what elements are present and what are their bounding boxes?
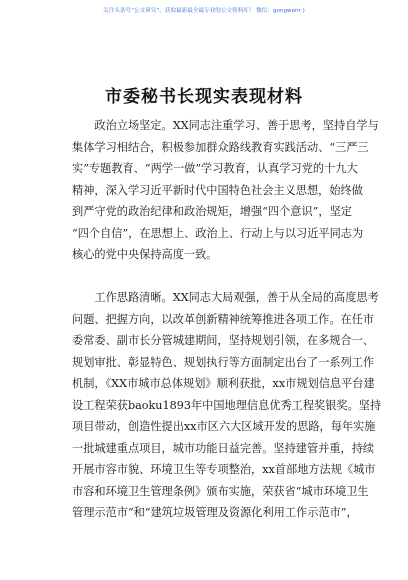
text-line: 设工程荣获baoku1893年中国地理信息优秀工程奖银奖。坚持 (72, 398, 382, 412)
text-line: 项目带动，创造性提出xx市区六大区域开发的思路，每年实施 (72, 420, 376, 433)
text-line: 核心的党中央保持高度一致。 (72, 248, 218, 261)
text-line: 问题、把握方向，以改革创新精神统筹推进各项工作。在任市 (72, 312, 375, 326)
text-line: 一批城建重点项目，城市功能日益完善。坚持建管并重，持续 (72, 441, 375, 455)
text-line: 管理示范市”和“建筑垃圾管理及资源化利用工作示范市”， (72, 506, 358, 519)
text-line: 机制，《XX市城市总体规划》顺利获批，xx市规划信息平台建 (72, 377, 375, 390)
document-title: 市委秘书长现实表现材料 (105, 87, 303, 107)
paragraph-work-approach (72, 287, 382, 524)
text-line: “四个自信”，在思想上、政治上、行动上与以习近平同志为 (72, 226, 364, 240)
text-line: 精神，深入学习近平新时代中国特色社会主义思想，始终做 (72, 183, 363, 197)
text-line: 委常委、副市长分管城建期间，坚持规划引领，在多规合一、 (72, 334, 375, 347)
text-line: 规划审批、彰显特色、规划执行等方面制定出台了一系列工作 (72, 355, 375, 369)
header-banner-text: 关注头条号“公文研究”，获取最新最全最专业的公文资料库！ 微信：gongwenr ) (103, 8, 305, 14)
text-line: 政治立场坚定。XX同志注重学习、善于思考，坚持自学与 (72, 119, 379, 132)
text-line: 到严守党的政治纪律和政治规矩，增强“四个意识”，坚定 (72, 205, 352, 218)
document-body (72, 115, 382, 524)
text-line: 市容和环境卫生管理条例》颁布实施，荣获省“城市环境卫生 (72, 484, 369, 498)
text-line: 工作思路清晰。XX同志大局观强，善于从全局的高度思考 (72, 291, 379, 304)
text-line: 开展市容市貌、环境卫生等专项整治，xx首部地方法规《城市 (72, 463, 376, 476)
paragraph-political-stance (72, 115, 379, 266)
text-line: 集体学习相结合，积极参加群众路线教育实践活动、“三严三 (72, 140, 369, 154)
paragraph-spacer (72, 266, 336, 288)
text-line: 实”专题教育、“两学一做”学习教育，认真学习党的十九大 (72, 162, 358, 175)
